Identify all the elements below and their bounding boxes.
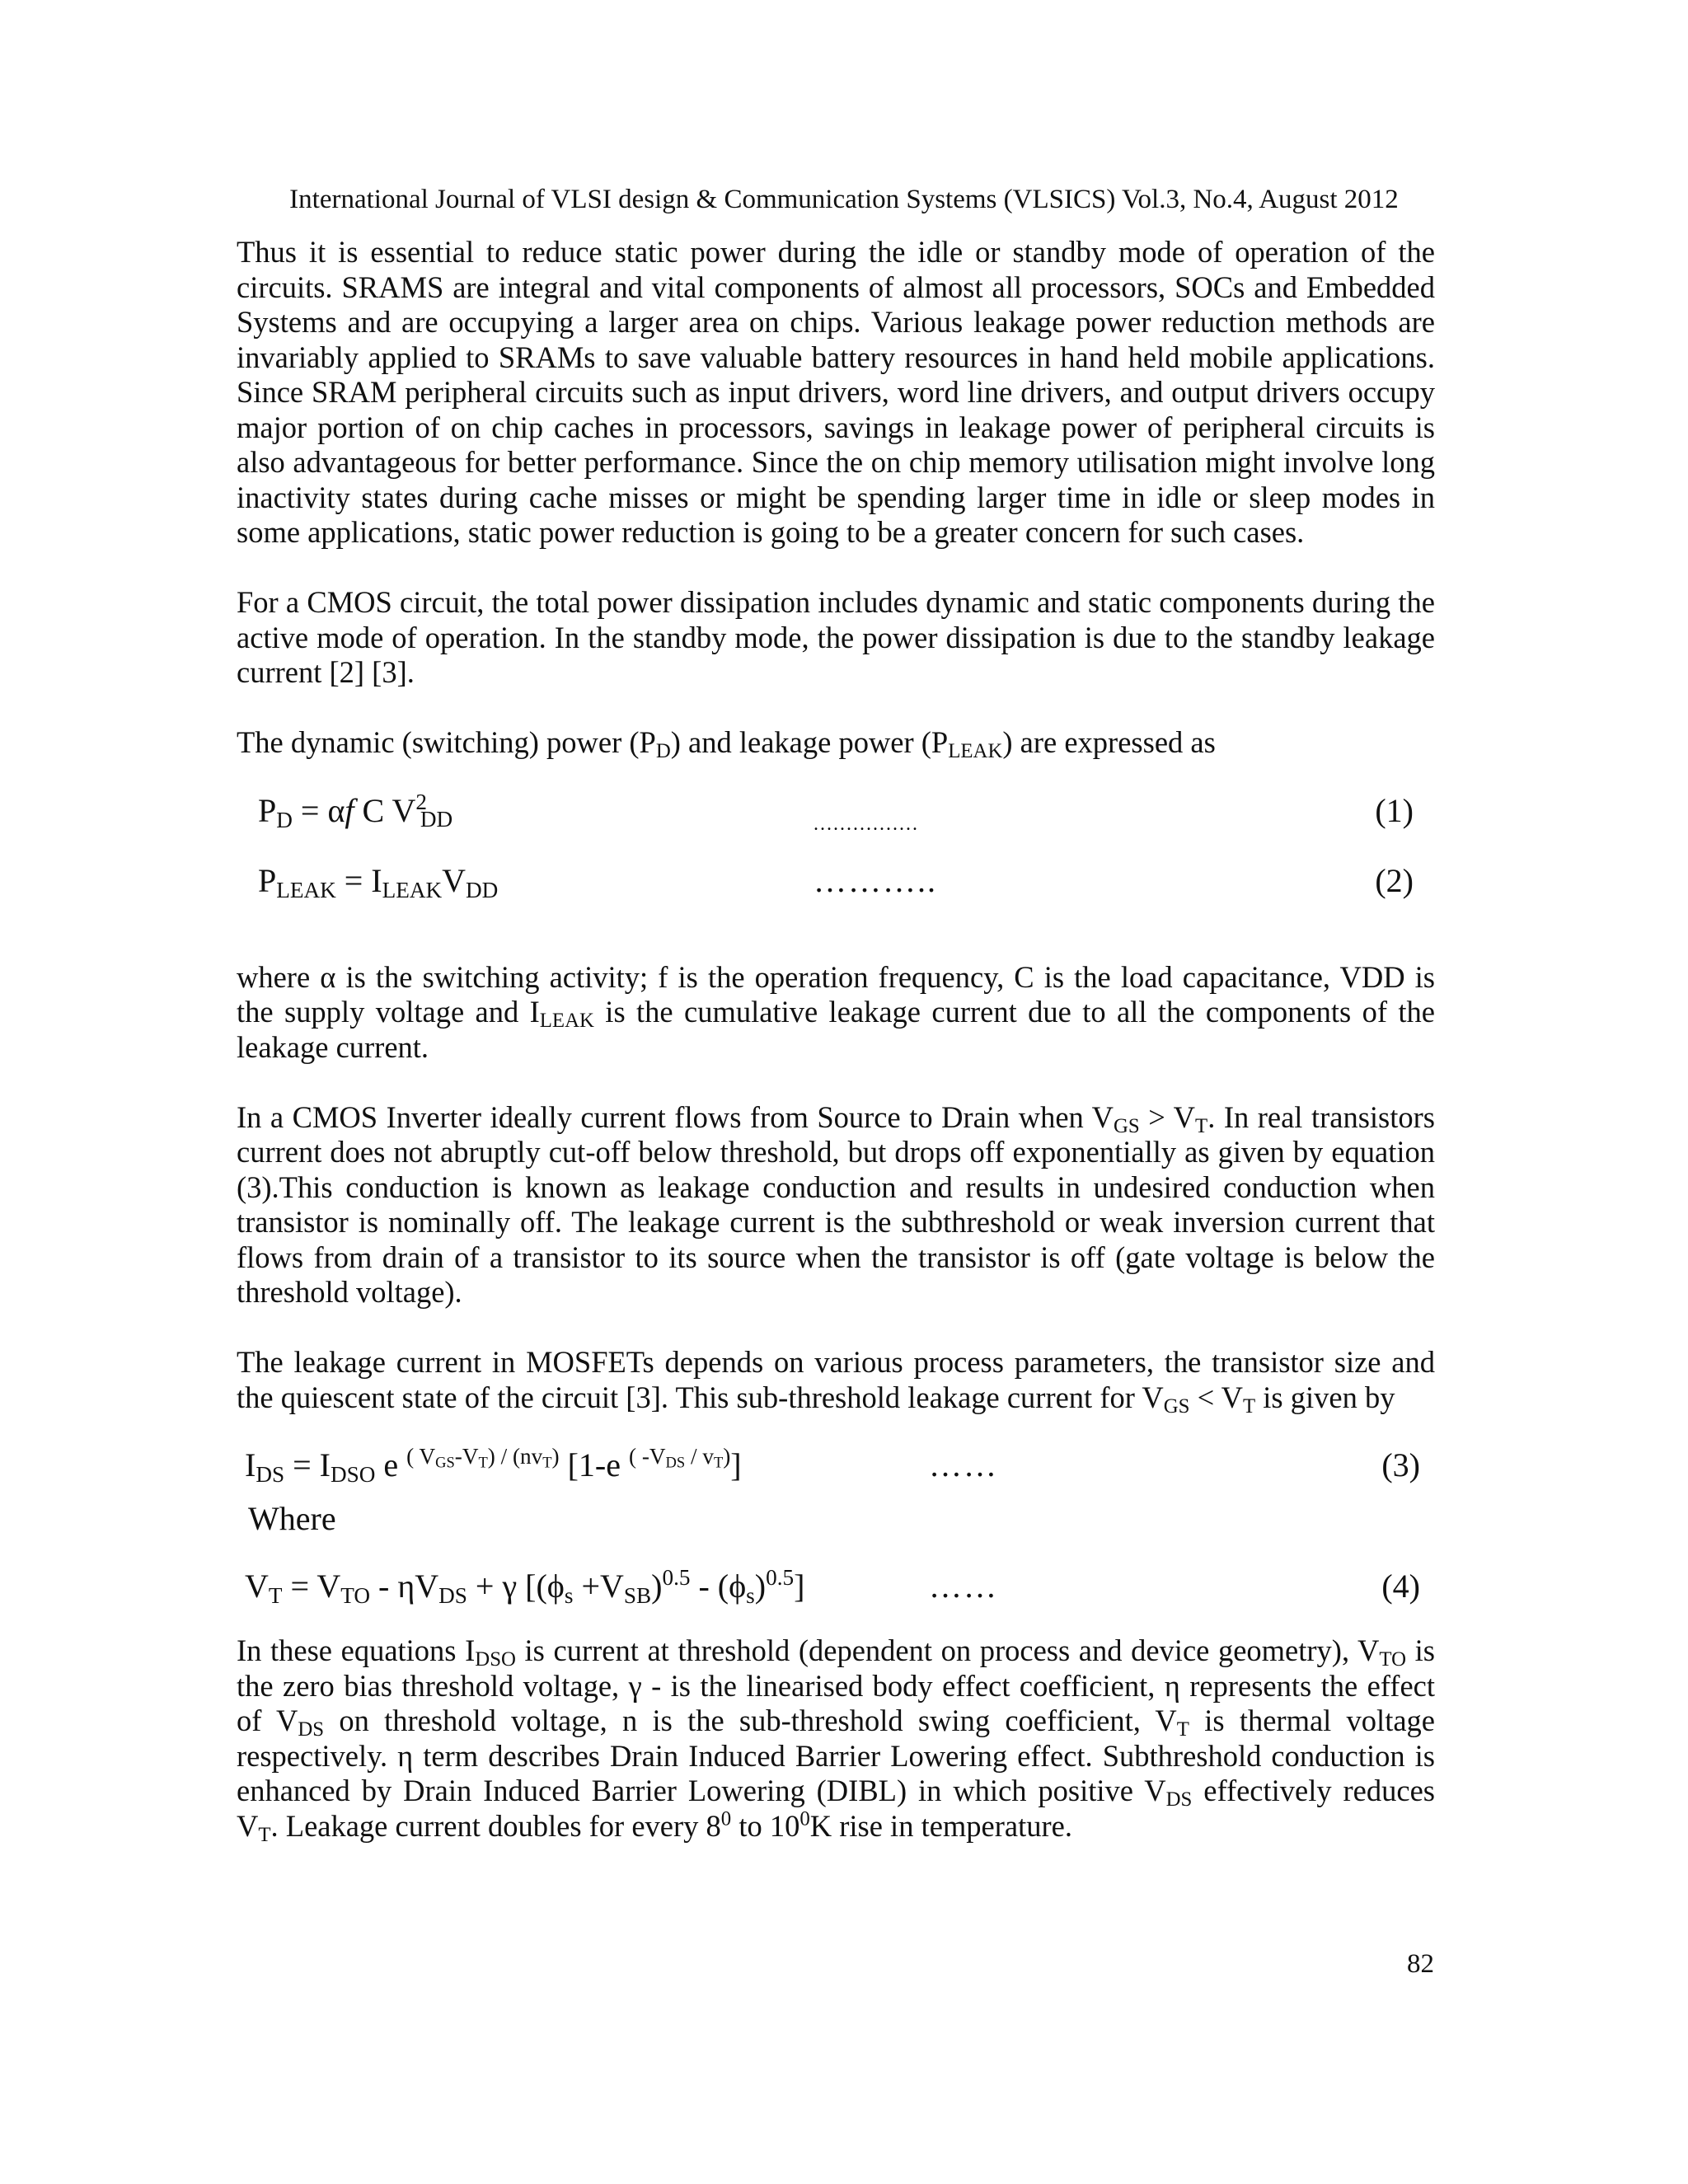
page-number: 82 xyxy=(1407,1949,1434,1979)
equation-1-expression: $P_D = \alpha f$ C $V^2_{DD}$ xyxy=(258,789,453,832)
paragraph-equation-terms: In these equations $I_{DSO}$ is current at threshold (dependent on process and device geometry), $V_{TO}$ is the zero bias threshold voltage, γ - is the linearised body effect coefficient, η represents the effect of $V_{DS}$ on threshold voltage, n is the sub-threshold swing coefficient, $V_T$ is thermal voltage respectively. η term describes Drain Induced Barrier Lowering effect. Subthreshold conduction is enhanced by Drain Induced Barrier Lowering (DIBL) in which positive $V_{DS}$ effectively reduces $V_T$. Leakage current doubles for every $8^0$ to $10^0K$ rise in temperature. xyxy=(237,1633,1435,1846)
equation-2-expression: $P_{LEAK} = I_{LEAK}V_{DD}$ xyxy=(258,861,499,902)
equation-1 xyxy=(237,785,1435,855)
paragraph-dynamic-leakage-intro: The dynamic (switching) power $(P_D)$ and leakage power $(P_{LEAK})$ are expressed as xyxy=(237,725,1216,763)
journal-header: International Journal of VLSI design & Communication Systems (VLSICS) Vol.3, No.4, August 2012 xyxy=(289,185,1399,214)
equation-2-number: (2) xyxy=(1375,861,1414,899)
page-body xyxy=(237,235,1435,1879)
equation-4 xyxy=(237,1551,1435,1633)
paragraph-static-power: Thus it is essential to reduce static power during the idle or standby mode of operation of the circuits. SRAMS are integral and vital components of almost all processors, SOCs and Embedded Systems and are occupying a larger area on chips. Various leakage power reduction methods are invariably applied to SRAMs to save valuable battery resources in hand held mobile applications. Since SRAM peripheral circuits such as input drivers, word line drivers, and output drivers occupy major portion of on chip caches in processors, savings in leakage power of peripheral circuits is also advantageous for better performance. Since the on chip memory utilisation might involve long inactivity states during cache misses or might be spending larger time in idle or sleep modes in some applications, static power reduction is going to be a greater concern for such cases. xyxy=(237,235,1435,549)
equation-1-leader: ................ xyxy=(814,813,919,835)
paragraph-where-alpha: where α is the switching activity; f is the operation frequency, C is the load capacitance, VDD is the supply voltage and $I_{LEAK}$ is the cumulative leakage current due to all the components of the leakage current. xyxy=(237,959,1435,1064)
equation-3-number: (3) xyxy=(1381,1446,1420,1483)
equation-4-expression: $V_T = V_{TO} - \eta V_{DS} + \gamma$ $[(\phi_s +V_{SB})^{0.5} - (\phi_s)^{0.5}]$ xyxy=(245,1565,805,1608)
equation-1-number: (1) xyxy=(1375,791,1414,829)
paragraph-cmos-power: For a CMOS circuit, the total power dissipation includes dynamic and static components during the active mode of operation. In the standby mode, the power dissipation is due to the standby leakage current [2] [3]. xyxy=(237,585,1435,689)
equation-2-leader: ……….. xyxy=(814,861,937,899)
equation-3-leader: …… xyxy=(929,1446,998,1483)
equation-where-label: Where xyxy=(248,1500,336,1537)
paragraph-mosfet-leakage: The leakage current in MOSFETs depends on various process parameters, the transistor size and the quiescent state of the circuit [3]. This sub-threshold leakage current for $V_{GS} < V_T$ is given by xyxy=(237,1345,1435,1418)
equation-3-expression: $I_{DS} = I_{DSO}$ e $^{( V_{GS}-V_T) / (nv_T)}$ [1-e $^{( -V_{DS} / v_T)}$] xyxy=(245,1444,742,1487)
paragraph-cmos-inverter: In a CMOS Inverter ideally current flows from Source to Drain when $V_{GS} > V_T$. In real transistors current does not abruptly cut-off below threshold, but drops off exponentially as given by equation (3).This conduction is known as leakage conduction and results in undesired conduction when transistor is nominally off. The leakage current is the subthreshold or weak inversion current that flows from drain of a transistor to its source when the transistor is off (gate voltage is below the threshold voltage). xyxy=(237,1099,1435,1309)
equation-4-leader: …… xyxy=(929,1568,998,1605)
equation-3 xyxy=(237,1440,1435,1502)
equation-4-number: (4) xyxy=(1381,1568,1420,1605)
equation-2 xyxy=(237,855,1435,926)
